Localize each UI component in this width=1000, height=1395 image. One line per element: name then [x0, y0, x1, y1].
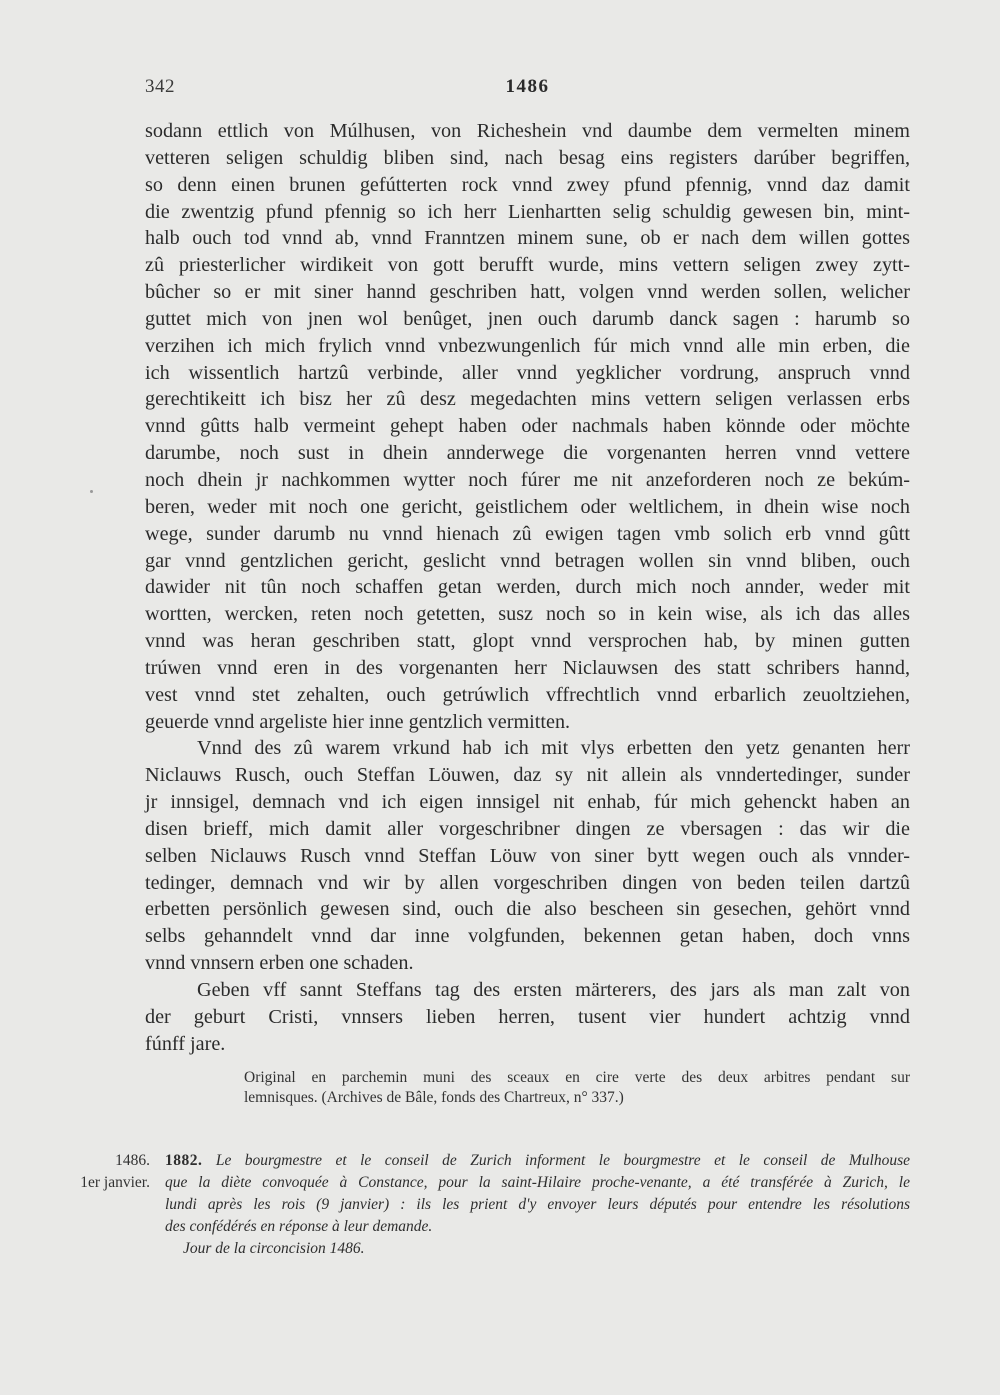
text-line: erbetten persönlich gewesen sind, ouch die also bescheen sin gesechen, gehört vnnd — [145, 898, 910, 921]
text-line: geuerde vnnd argeliste hier inne gentzlich vermitten. — [145, 710, 571, 733]
entry-number: 1882. — [165, 1152, 203, 1169]
text-line: selbs gehanndelt vnnd dar inne volgfunden, bekennen getan haben, doch vnns — [145, 925, 910, 948]
note-line: lemnisques. (Archives de Bâle, fonds des Chartreux, n° 337.) — [244, 1089, 624, 1106]
text-line: halb ouch tod vnnd ab, vnnd Franntzen minem sune, ob er nach dem willen gottes — [145, 227, 910, 250]
text-line: gerechtikeitt ich bisz her zû desz megedachten mins vettern seligen verlassen erbs — [145, 388, 910, 411]
text-line: darumbe, noch sust in dhein annderwege die vorgenanten herren vnnd vettere — [145, 442, 910, 465]
text-line: so denn einen brunen gefútterten rock vnnd zwey pfund pfennig, vnnd daz damit — [145, 173, 910, 196]
regest-line: des confédérés en réponse à leur demande. — [165, 1218, 433, 1235]
note-line: Original en parchemin muni des sceaux en cire verte des deux arbitres pendant sur — [244, 1069, 910, 1086]
regest-dateline: Jour de la circoncision 1486. — [183, 1240, 365, 1257]
text-line: sodann ettlich von Múlhusen, von Richeshein vnd daumbe dem vermelten minem — [145, 120, 910, 142]
text-line: tedinger, demnach vnd wir by allen vorgeschriben dingen von beden teilen dartzû — [145, 871, 910, 894]
text-line: vnnd was heran geschriben statt, glopt vnnd versprochen hab, by minen gutten — [145, 630, 910, 653]
text-line: noch dhein jr nachkommen wytter noch fúrer me nit anzeforderen noch ze bekúm- — [145, 468, 910, 491]
text-line: gar vnnd gentzlichen gericht, geslicht vnnd betragen wollen sin vnnd bliben, ouch — [145, 549, 910, 572]
running-head-year: 1486 — [505, 76, 550, 97]
text-line: Geben vff sannt Steffans tag des ersten märterers, des jars als man zalt von — [197, 979, 910, 1001]
page-number: 342 — [145, 76, 175, 97]
text-line: fúnff jare. — [145, 1032, 226, 1055]
charter-text — [145, 118, 910, 1058]
text-line: Vnnd des zû warem vrkund hab ich mit vlys erbetten den yetz genanten herr — [197, 737, 910, 760]
text-line: der geburt Cristi, vnnsers lieben herren, tusent vier hundert achtzig vnnd — [145, 1005, 910, 1028]
regest-entry — [165, 1150, 910, 1260]
text-line: beren, weder mit noch one gericht, geistlichem oder weltlichem, in dhein wise noch — [145, 495, 910, 518]
text-line: disen brieff, mich damit aller vorgeschribner dingen ze vbersagen : das wir die — [145, 817, 910, 840]
text-line: bûcher so er mit siner hannd geschriben hatt, volgen vnnd werden sollen, welicher — [145, 281, 910, 304]
margin-year: 1486. — [115, 1152, 150, 1169]
text-line: Niclauws Rusch, ouch Steffan Löuwen, daz sy nit allein als vnndertedinger, sunder — [145, 764, 910, 787]
text-line: trúwen vnnd eren in des vorgenanten herr Niclauwsen des statt schribers hannd, — [145, 656, 910, 679]
source-note — [244, 1068, 910, 1108]
margin-day: 1er janvier. — [80, 1174, 150, 1191]
text-line: selben Niclauws Rusch vnnd Steffan Löuw von siner bytt wegen ouch als vnnder- — [145, 844, 910, 867]
text-line: ich wissentlich hartzû verbinde, aller vnnd yegklicher vordrung, anspruch vnnd — [145, 361, 910, 384]
margin-date — [68, 1150, 150, 1194]
text-line: wortten, wercken, reten noch getetten, susz noch so in kein wise, als ich das alles — [145, 603, 910, 626]
text-line: guttet mich von jnen wol benûget, jnen ouch darumb danck sagen : harumb so — [145, 307, 910, 330]
text-line: zû priesterlicher wirdikeit von gott berufft wurde, mins vettern seligen zwey zytt- — [145, 254, 910, 277]
regest-line: que la diète convoquée à Constance, pour la saint-Hilaire proche-venante, a été transférée à Zurich, le — [165, 1174, 910, 1191]
print-speck — [90, 490, 93, 493]
text-line: die zwentzig pfund pfennig so ich herr Lienhartten selig schuldig gewesen bin, mint- — [145, 200, 910, 223]
text-line: vnnd vnnsern erben one schaden. — [145, 952, 414, 975]
text-line: dawider nit tûn noch schaffen getan werden, durch mich noch annder, weder mit — [145, 576, 910, 599]
text-line: vnnd gûtts halb vermeint gehept haben oder nachmals haben könnde oder möchte — [145, 415, 910, 438]
text-line: wege, sunder darumb nu vnnd hienach zû ewigen tagen vmb solich erb vnnd gûtt — [145, 522, 910, 545]
text-line: vetteren seligen schuldig bliben sind, nach besag eins registers darúber begriffen, — [145, 146, 910, 169]
text-line: jr innsigel, demnach vnd ich eigen innsigel nit enhab, fúr mich gehenckt haben an — [145, 791, 910, 814]
text-line: vest vnnd stet zehalten, ouch getrúwlich vffrechtlich vnnd erbarlich zeuoltziehen, — [145, 683, 910, 706]
page-header — [145, 76, 910, 104]
regest-line: lundi après les rois (9 janvier) : ils les prient d'y envoyer leurs députés pour entendre les résolutions — [165, 1196, 910, 1213]
regest-line: Le bourgmestre et le conseil de Zurich informent le bourgmestre et le conseil de Mulhouse — [215, 1152, 910, 1169]
text-line: verzihen ich mich frylich vnnd vnbezwungenlich fúr mich vnnd alle min erben, die — [145, 334, 910, 357]
